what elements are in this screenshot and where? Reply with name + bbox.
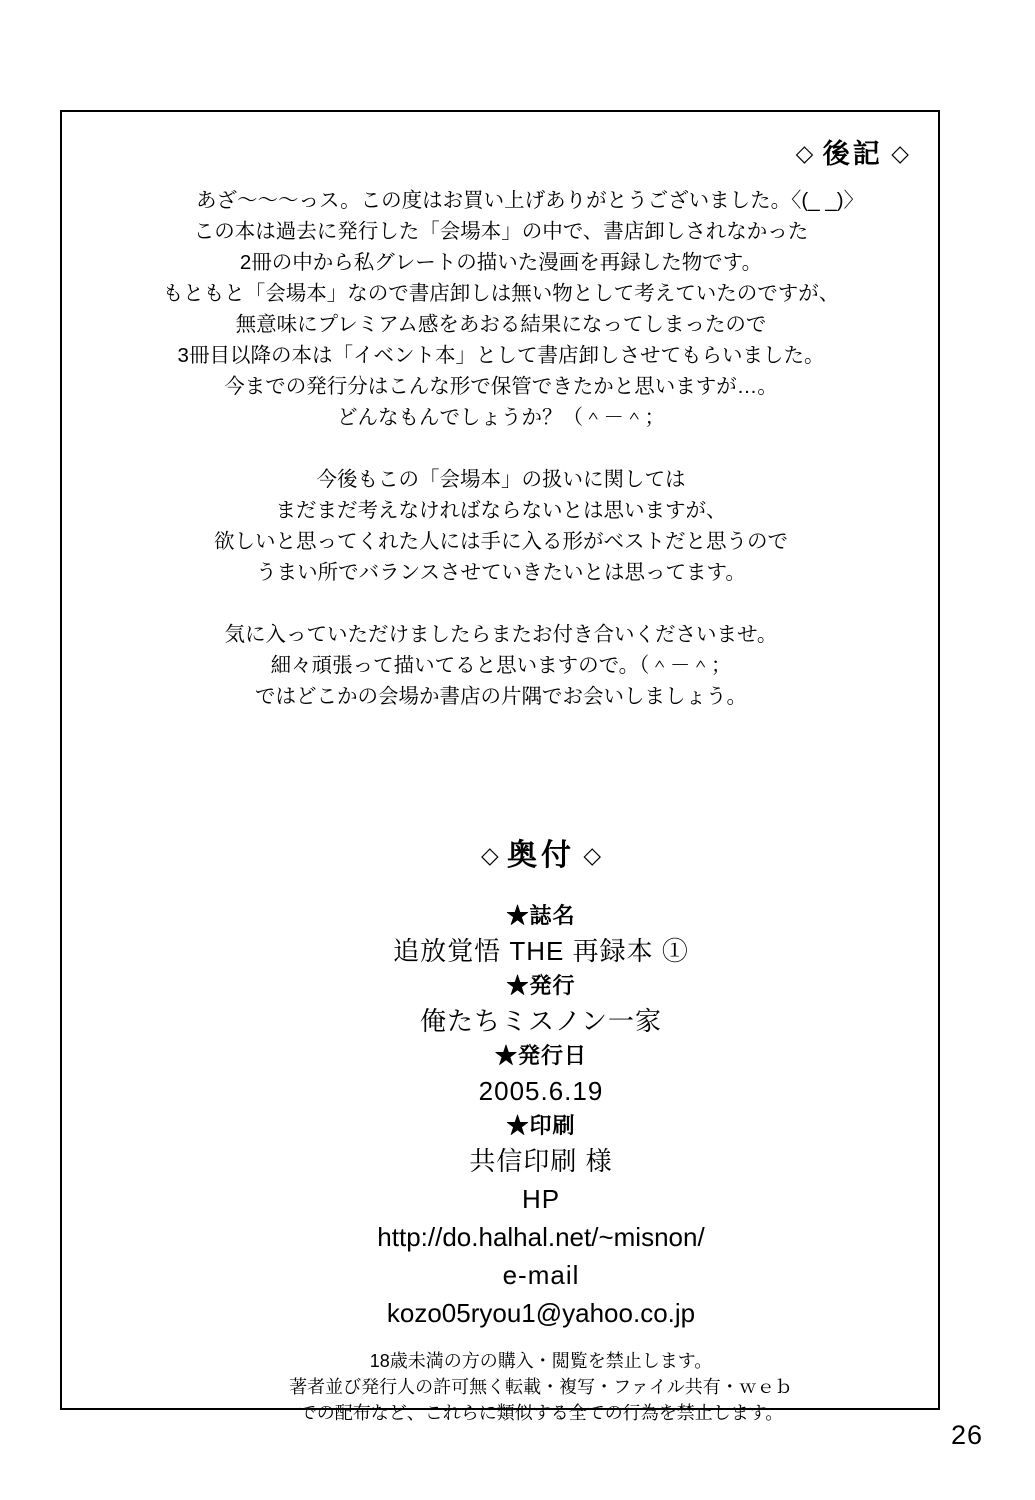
legal-notice — [78, 1348, 924, 1426]
diamond-right-icon: ◇ — [583, 842, 602, 868]
afterword-line: 気に入っていただけましたらまたお付き合いくださいませ。 — [224, 623, 778, 646]
afterword-line: 細々頑張って描いてると思いますので。（＾－＾； — [270, 654, 732, 677]
afterword-paragraph-1 — [78, 185, 924, 433]
afterword-paragraph-2 — [78, 464, 924, 588]
afterword-line: 欲しいと思ってくれた人には手に入る形がベストだと思うので — [214, 530, 788, 553]
diamond-left-icon: ◇ — [480, 842, 499, 868]
legal-notice-line: での配布など、これらに類似する全ての行為を禁止します。 — [298, 1403, 784, 1423]
afterword-line: どんなもんでしょうか？（＾－＾； — [337, 406, 665, 429]
colophon-value: 共信印刷 様 — [469, 1146, 613, 1176]
afterword-line: ではどこかの会場か書店の片隅でお会いしましょう。 — [255, 685, 747, 708]
colophon-label: ★発行日 — [494, 1043, 587, 1068]
colophon-value: 俺たちミスノン一家 — [420, 1006, 662, 1036]
colophon-label-hp: HP — [521, 1184, 561, 1214]
afterword-heading-text: 後記 — [822, 139, 883, 169]
afterword-line: もともと「会場本」なので書店卸しは無い物として考えていたのですが、 — [162, 282, 840, 305]
afterword-line: 3冊目以降の本は「イベント本」として書店卸しさせてもらいました。 — [177, 344, 825, 367]
legal-notice-line: 著者並び発行人の許可無く転載・複写・ファイル共有・ｗｅｂ — [289, 1377, 793, 1397]
colophon-label-email: e-mail — [502, 1260, 580, 1290]
afterword-line: 今までの発行分はこんな形で保管できたかと思いますが…。 — [224, 375, 778, 398]
page-number: 26 — [950, 1420, 983, 1450]
afterword-line: この本は過去に発行した「会場本」の中で、書店卸しされなかった — [193, 220, 809, 243]
afterword-line: 2冊の中から私グレートの描いた漫画を再録した物です。 — [239, 251, 763, 274]
afterword-line: まだまだ考えなければならないとは思いますが、 — [275, 499, 727, 522]
afterword-line: 無意味にプレミアム感をあおる結果になってしまったので — [235, 313, 767, 336]
afterword-heading — [78, 132, 910, 171]
diamond-right-icon: ◇ — [891, 140, 910, 166]
afterword-line: あざ～～～っス。この度はお買い上げありがとうございました。〈(_ _)〉 — [196, 189, 865, 212]
colophon-value: 2005.6.19 — [478, 1076, 604, 1106]
colophon-label: ★印刷 — [506, 1113, 576, 1138]
colophon-label: ★発行 — [506, 973, 576, 998]
afterword-line: うまい所でバランスさせていきたいとは思ってます。 — [256, 561, 746, 584]
page-content — [60, 110, 940, 1423]
afterword-paragraph-3 — [78, 619, 924, 712]
paragraph-spacer — [78, 588, 924, 619]
colophon-label: ★誌名 — [506, 903, 576, 928]
colophon-value: 追放覚悟 THE 再録本 ① — [393, 936, 689, 966]
paragraph-spacer — [78, 433, 924, 464]
colophon-value-email[interactable]: kozo05ryou1@yahoo.co.jp — [386, 1298, 696, 1328]
legal-notice-line: 18歳未満の方の購入・閲覧を禁止します。 — [369, 1351, 713, 1371]
colophon-heading-text: 奥付 — [507, 839, 575, 872]
colophon-section — [78, 830, 924, 1426]
colophon-heading — [78, 830, 924, 874]
diamond-left-icon: ◇ — [795, 140, 815, 166]
colophon-value-url[interactable]: http://do.halhal.net/~misnon/ — [377, 1222, 705, 1252]
afterword-line: 今後もこの「会場本」の扱いに関しては — [316, 468, 686, 491]
